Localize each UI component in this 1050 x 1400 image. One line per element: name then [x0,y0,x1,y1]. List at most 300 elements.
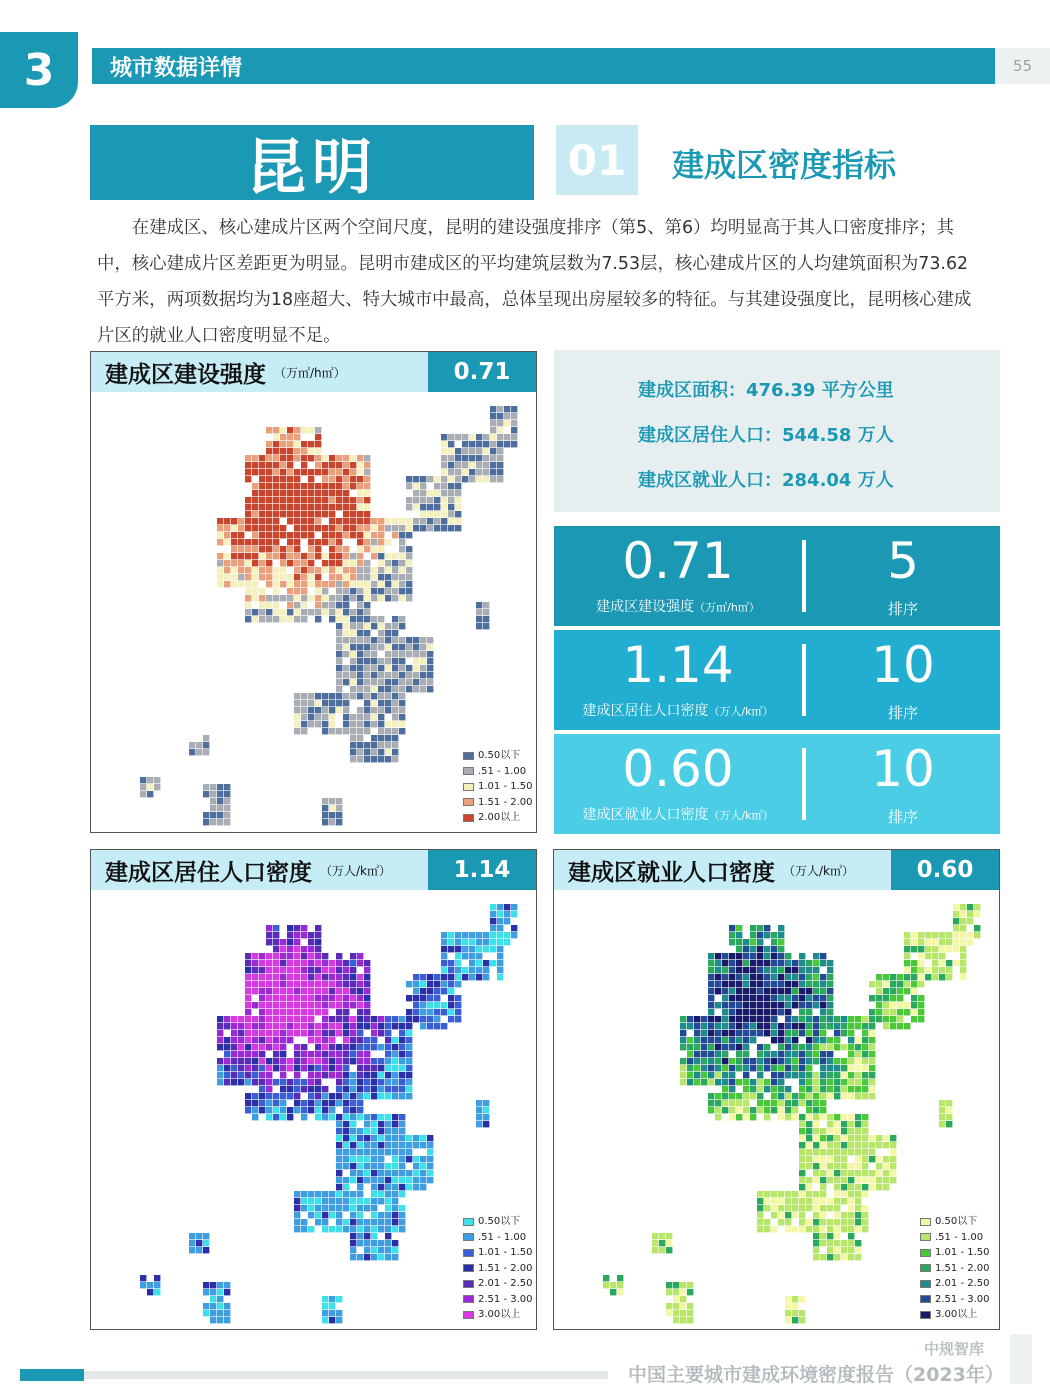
map-cell [504,939,510,945]
map-cell [203,1303,209,1309]
map-cell [343,525,349,531]
map-cell [392,588,398,594]
map-cell [785,1086,791,1092]
map-cell [266,448,272,454]
map-cell [708,974,714,980]
map-cell [708,1079,714,1085]
map-cell [406,476,412,482]
map-cell [273,1023,279,1029]
map-cell [273,1100,279,1106]
map-cell [855,1065,861,1071]
map-cell [750,925,756,931]
map-cell [364,1135,370,1141]
map-cell [813,1240,819,1246]
map-cell [357,1023,363,1029]
map-cell [273,1051,279,1057]
map-cell [406,679,412,685]
map-cell [827,1086,833,1092]
map-cell [287,1058,293,1064]
map-cell [392,700,398,706]
map-cell [399,1086,405,1092]
map-cell [813,1114,819,1120]
map-cell [392,1170,398,1176]
map-cell [336,455,342,461]
map-cell [869,1170,875,1176]
map-cell [329,812,335,818]
map-cell [245,1065,251,1071]
map-cell [364,1051,370,1057]
map-cell [294,455,300,461]
map-cell [974,932,980,938]
map-cell [497,960,503,966]
map-cell [406,567,412,573]
map-cell [266,581,272,587]
map-cell [231,560,237,566]
map-cell [329,497,335,503]
map-cell [385,1065,391,1071]
map-cell [364,532,370,538]
map-cell [357,1163,363,1169]
map-cell [301,707,307,713]
map-cell [203,784,209,790]
map-cell [315,539,321,545]
map-cell [350,1037,356,1043]
map-cell [336,988,342,994]
map-cell [406,1079,412,1085]
map-cell [245,967,251,973]
map-cell [343,1079,349,1085]
map-cell [252,974,258,980]
map-cell [771,1205,777,1211]
map-cell [827,1177,833,1183]
map-cell [855,1037,861,1043]
map-cell [764,1023,770,1029]
map-cell [476,967,482,973]
map-cell [266,441,272,447]
map-cell [841,1023,847,1029]
map-cell [385,721,391,727]
map-cell [820,1226,826,1232]
map-cell [357,511,363,517]
map-cell [301,595,307,601]
map-cell [336,490,342,496]
map-cell [245,960,251,966]
map-cell [308,1086,314,1092]
map-cell [841,1254,847,1260]
map-cell [266,960,272,966]
map-cell [301,553,307,559]
legend-swatch [463,1264,474,1272]
map-cell [371,1226,377,1232]
map-cell [918,995,924,1001]
map-cell [834,1212,840,1218]
map-cell [834,1156,840,1162]
map-cell [841,1065,847,1071]
map-cell [238,1058,244,1064]
map-cell [392,1037,398,1043]
map-cell [736,960,742,966]
map-cell [140,1275,146,1281]
map-cell [771,988,777,994]
map-cell [483,967,489,973]
map-cell [224,539,230,545]
map-cell [904,1002,910,1008]
map-cell [399,1072,405,1078]
map-cell [322,1086,328,1092]
map-cell [441,511,447,517]
map-cell [252,1114,258,1120]
map-cell [413,1009,419,1015]
map-cell [434,1016,440,1022]
map-cell [869,1086,875,1092]
map-cell [848,1149,854,1155]
map-cell [252,567,258,573]
map-cell [869,1135,875,1141]
map-cell [406,637,412,643]
map-cell [147,777,153,783]
map-cell [687,1051,693,1057]
map-cell [399,525,405,531]
map-cell [266,1114,272,1120]
map-cell [750,953,756,959]
map-cell [252,497,258,503]
map-cell [897,981,903,987]
map-cell [252,581,258,587]
map-cell [855,1142,861,1148]
map-cell [294,1051,300,1057]
map-cell [245,518,251,524]
map-cell [378,1212,384,1218]
map-cell [308,476,314,482]
map-cell [399,1135,405,1141]
map-cell [350,1198,356,1204]
map-cell [294,1002,300,1008]
map-cell [806,1114,812,1120]
map-cell [862,1093,868,1099]
map-cell [960,911,966,917]
map-cell [792,1065,798,1071]
map-cell [364,462,370,468]
map-cell [322,1114,328,1120]
map-cell [336,574,342,580]
map-cell [308,609,314,615]
map-cell [280,974,286,980]
map-cell [357,974,363,980]
map-cell [301,1198,307,1204]
map-cell [140,784,146,790]
map-cell [427,1142,433,1148]
map-cell [350,953,356,959]
map-cell [399,532,405,538]
map-cell [953,932,959,938]
map-cell [420,511,426,517]
map-cell [413,637,419,643]
map-cell [469,974,475,980]
map-cell [659,1247,665,1253]
summary-box [554,350,1000,512]
map-cell [252,1016,258,1022]
map-cell [378,525,384,531]
map-cell [259,1065,265,1071]
map-cell [476,476,482,482]
map-cell [799,1023,805,1029]
map-cell [287,588,293,594]
map-cell [364,742,370,748]
map-cell [848,1219,854,1225]
map-cell [715,960,721,966]
map-cell [287,476,293,482]
map-cell [406,1051,412,1057]
map-cell [357,1114,363,1120]
map-cell [855,1079,861,1085]
stat-rank-label: 排序 [887,704,918,722]
map-cell [217,1317,223,1323]
map-cell [252,511,258,517]
map-cell [385,525,391,531]
map-cell [406,1086,412,1092]
map-cell [455,939,461,945]
legend-item [920,1261,990,1277]
map-cell [743,946,749,952]
map-cell [869,1156,875,1162]
map-cell [820,1065,826,1071]
map-cell [315,455,321,461]
map-cell [848,1023,854,1029]
map-cell [448,483,454,489]
map-cell [301,995,307,1001]
map-cell [406,644,412,650]
legend-swatch [920,1233,931,1241]
map-cell [357,469,363,475]
map-cell [294,427,300,433]
map-cell [841,1128,847,1134]
map-cell [946,932,952,938]
map-cell [806,988,812,994]
map-cell [820,1205,826,1211]
map-cell [483,1114,489,1120]
map-cell [336,1205,342,1211]
map-cell [455,518,461,524]
map-cell [511,441,517,447]
map-cell [294,721,300,727]
map-cell [771,932,777,938]
map-cell [455,1009,461,1015]
map-cell [764,925,770,931]
map-cell [287,581,293,587]
map-cell [301,483,307,489]
map-cell [848,1016,854,1022]
map-cell [743,974,749,980]
map-cell [743,1093,749,1099]
map-cell [413,974,419,980]
map-cell [350,553,356,559]
map-cell [778,1051,784,1057]
map-cell [708,1072,714,1078]
map-cell [806,1016,812,1022]
map-cell [343,672,349,678]
map-cell [462,932,468,938]
map-cell [904,988,910,994]
map-cell [736,1114,742,1120]
map-cell [736,1030,742,1036]
map-cell [820,953,826,959]
map-cell [497,427,503,433]
map-cell [308,988,314,994]
map-cell [273,939,279,945]
map-cell [476,448,482,454]
map-cell [280,1016,286,1022]
map-cell [357,1093,363,1099]
map-cell [322,728,328,734]
map-cell [799,1177,805,1183]
map-cell [252,1072,258,1078]
map-cell [336,1093,342,1099]
map-cell [364,686,370,692]
map-cell [708,988,714,994]
legend-label: 1.51 - 2.00 [935,1262,990,1274]
map-cell [932,932,938,938]
legend-label: 2.01 - 2.50 [478,1278,533,1289]
map-cell [483,448,489,454]
map-cell [364,1233,370,1239]
map-cell [799,1002,805,1008]
map-cell [834,1170,840,1176]
map-cell [238,1079,244,1085]
map-cell [308,1205,314,1211]
map-cell [813,981,819,987]
map-cell [883,1009,889,1015]
map-cell [771,1016,777,1022]
map-cell [385,595,391,601]
map-cell [308,448,314,454]
map-cell [217,560,223,566]
map-cell [792,1303,798,1309]
map-cell [834,1016,840,1022]
map-cell [792,1030,798,1036]
map-cell [294,1205,300,1211]
map-cell [708,960,714,966]
map-cell [617,1275,623,1281]
map-cell [217,1044,223,1050]
map-cell [799,1198,805,1204]
map-cell [946,967,952,973]
map-cell [301,1086,307,1092]
map-cell [315,504,321,510]
map-cell [455,469,461,475]
map-cell [778,1191,784,1197]
map-cell [771,1093,777,1099]
map-cell [841,1058,847,1064]
legend-label: 0.50以下 [478,750,521,761]
map-cell [357,1142,363,1148]
map-cell [750,1093,756,1099]
map-cell [876,1002,882,1008]
map-cell [238,1037,244,1043]
map-cell [315,602,321,608]
map-cell [322,995,328,1001]
map-cell [245,567,251,573]
map-cell [350,679,356,685]
map-cell [939,946,945,952]
map-cell [785,1198,791,1204]
map-cell [743,953,749,959]
map-cell [876,1016,882,1022]
map-cell [294,974,300,980]
map-cell [217,532,223,538]
map-cell [245,1058,251,1064]
map-cell [259,560,265,566]
map-cell [497,441,503,447]
map-cell [448,988,454,994]
map-cell [385,644,391,650]
map-cell [750,1086,756,1092]
map-cell [483,1100,489,1106]
map-cell [701,1079,707,1085]
resident-population: 建成区居住人口：544.58 万人 [638,425,894,446]
map-cell [490,406,496,412]
map-cell [154,1289,160,1295]
map-cell [848,1093,854,1099]
map-cell [252,595,258,601]
map-cell [322,1198,328,1204]
map-cell [308,532,314,538]
map-cell [771,1079,777,1085]
map-cell [385,1051,391,1057]
map-cell [343,490,349,496]
map-cell [343,693,349,699]
map-cell [827,1121,833,1127]
map-cell [343,714,349,720]
map-cell [231,1037,237,1043]
map-cell [715,1051,721,1057]
map-cell [736,1009,742,1015]
map-cell [364,1226,370,1232]
map-cell [245,504,251,510]
map-cell [820,1107,826,1113]
map-cell [862,1177,868,1183]
map-cell [427,1177,433,1183]
map-cell [343,1058,349,1064]
map-cell [357,1016,363,1022]
legend-label: .51 - 1.00 [478,1231,527,1243]
map-cell [757,939,763,945]
map-cell [813,1156,819,1162]
map-cell [329,1016,335,1022]
map-cell [694,1072,700,1078]
map-cell [848,1114,854,1120]
map-cell [343,630,349,636]
map-cell [848,1163,854,1169]
map-cell [841,1149,847,1155]
map-cell [806,1023,812,1029]
map-cell [729,974,735,980]
map-cell [420,981,426,987]
map-cell [834,1086,840,1092]
map-cell [757,1065,763,1071]
map-cell [476,469,482,475]
map-cell [245,1072,251,1078]
map-cell [287,932,293,938]
map-cell [357,665,363,671]
map-cell [252,560,258,566]
map-cell [687,1058,693,1064]
map-cell [462,953,468,959]
map-cell [350,1093,356,1099]
map-cell [448,946,454,952]
map-cell [946,1100,952,1106]
map-cell [350,1219,356,1225]
map-cell [364,672,370,678]
